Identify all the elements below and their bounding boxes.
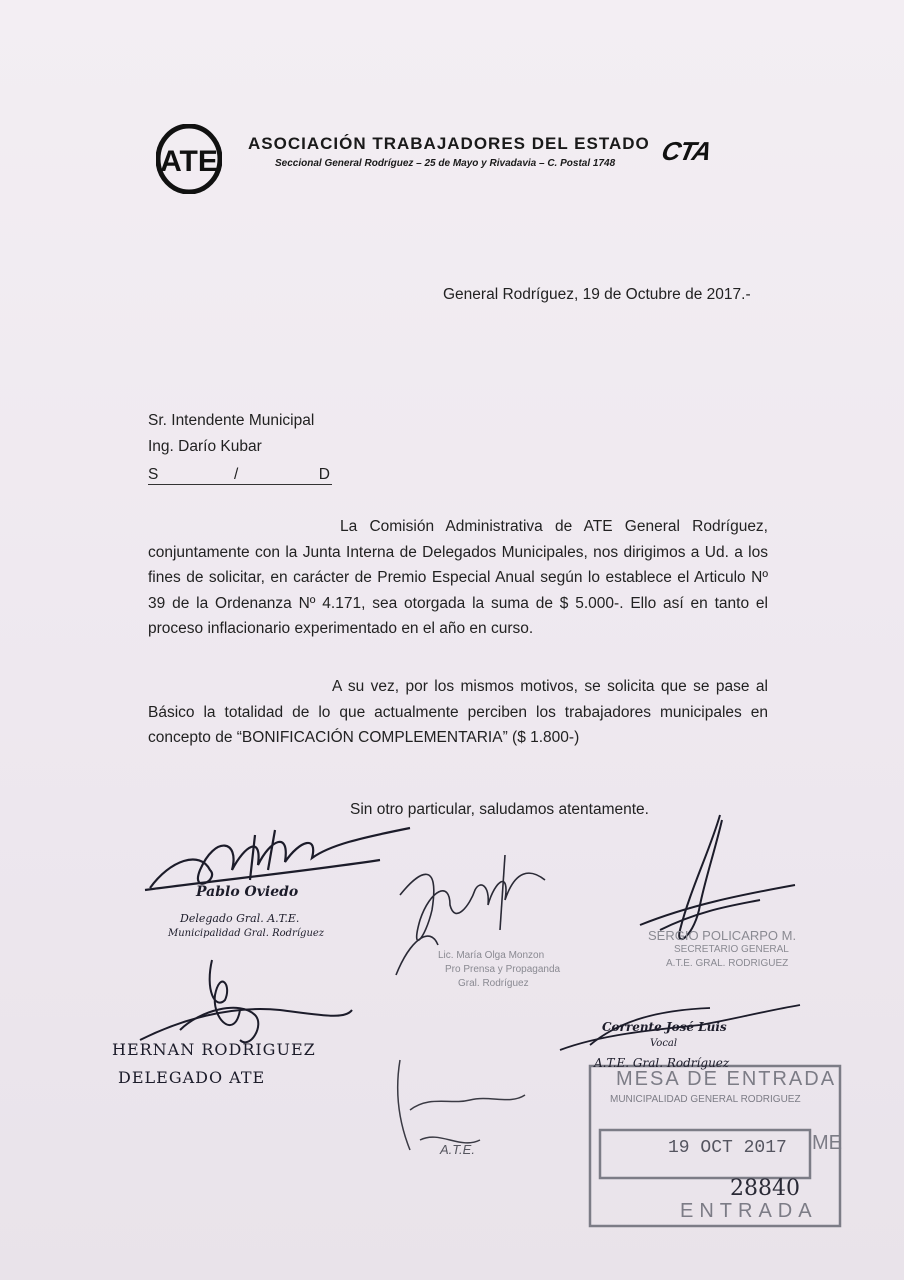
signature-3-stamp-line-2: SECRETARIO GENERAL — [674, 944, 789, 955]
signature-1-title-2: Municipalidad Gral. Rodríguez — [168, 928, 325, 939]
signature-4-name: HERNAN RODRIGUEZ — [112, 1040, 316, 1059]
ate-logo-text: ATE — [160, 145, 218, 178]
entry-stamp-subtitle: MUNICIPALIDAD GENERAL RODRIGUEZ — [610, 1094, 801, 1105]
entry-stamp-side: ME — [812, 1132, 842, 1154]
signature-2-stamp-line-1: Lic. María Olga Monzon — [438, 950, 545, 961]
paragraph-1-text: La Comisión Administrativa de ATE General Rodríguez, conjuntamente con la Junta Interna de Delegados Municipales, nos dirigimos a Ud. a los fines de solicitar, en carácter de Premio Especial Anual según lo establece el Articulo Nº 39 de la Ordenanza Nº 4.171, sea otorgada la suma de $ 5.000-. Ello así en tanto el proceso inflacionario experimentado en el año en curso. — [148, 518, 768, 637]
signature-2-stamp-line-3: Gral. Rodríguez — [458, 978, 529, 989]
signature-6-text: A.T.E. — [440, 1142, 475, 1157]
date-line: General Rodríguez, 19 de Octubre de 2017.- — [443, 286, 751, 303]
paragraph-2-text: A su vez, por los mismos motivos, se solicita que se pase al Básico la totalidad de lo que actualmente perciben los trabajadores municipales en concepto de “BONIFICACIÓN COMPLEMENTARIA” ($ 1.800-) — [148, 678, 768, 746]
entry-stamp-title: MESA DE ENTRADA — [616, 1068, 837, 1090]
signature-3-stamp-line-1: SERGIO POLICARPO M. — [648, 928, 797, 943]
organization-name: ASOCIACIÓN TRABAJADORES DEL ESTADO — [248, 134, 650, 153]
signature-3-stamp-line-3: A.T.E. GRAL. RODRIGUEZ — [666, 958, 789, 969]
signature-2-stamp-line-2: Pro Prensa y Propaganda — [445, 964, 561, 975]
sd-d: D — [318, 466, 330, 483]
signature-3-scribble — [640, 815, 795, 939]
organization-address: Seccional General Rodríguez – 25 de Mayo y Rivadavia – C. Postal 1748 — [275, 158, 616, 169]
signature-5-name: Corrente José Luis — [602, 1020, 727, 1034]
signature-4-title: DELEGADO ATE — [118, 1068, 266, 1087]
sd-slash: / — [234, 466, 239, 483]
sd-s: S — [148, 466, 159, 483]
recipient-title: Sr. Intendente Municipal — [148, 412, 315, 429]
signature-1-name: Pablo Oviedo — [196, 884, 299, 900]
entry-stamp-number: 28840 — [730, 1176, 800, 1201]
recipient-name: Ing. Darío Kubar — [148, 438, 262, 455]
signature-1-title-1: Delegado Gral. A.T.E. — [180, 912, 300, 925]
closing-line: Sin otro particular, saludamos atentamente. — [350, 801, 649, 818]
cta-logo: CTA — [658, 136, 714, 166]
entry-stamp-date: 19 OCT 2017 — [668, 1138, 787, 1158]
signature-4-scribble — [140, 960, 352, 1042]
signature-5-title: Vocal — [650, 1038, 678, 1049]
signature-5-org: A.T.E. Gral. Rodríguez — [594, 1056, 730, 1070]
signature-1-scribble — [145, 828, 410, 890]
entry-stamp-bottom: ENTRADA — [680, 1200, 818, 1222]
signature-6-scribble — [398, 1060, 525, 1150]
